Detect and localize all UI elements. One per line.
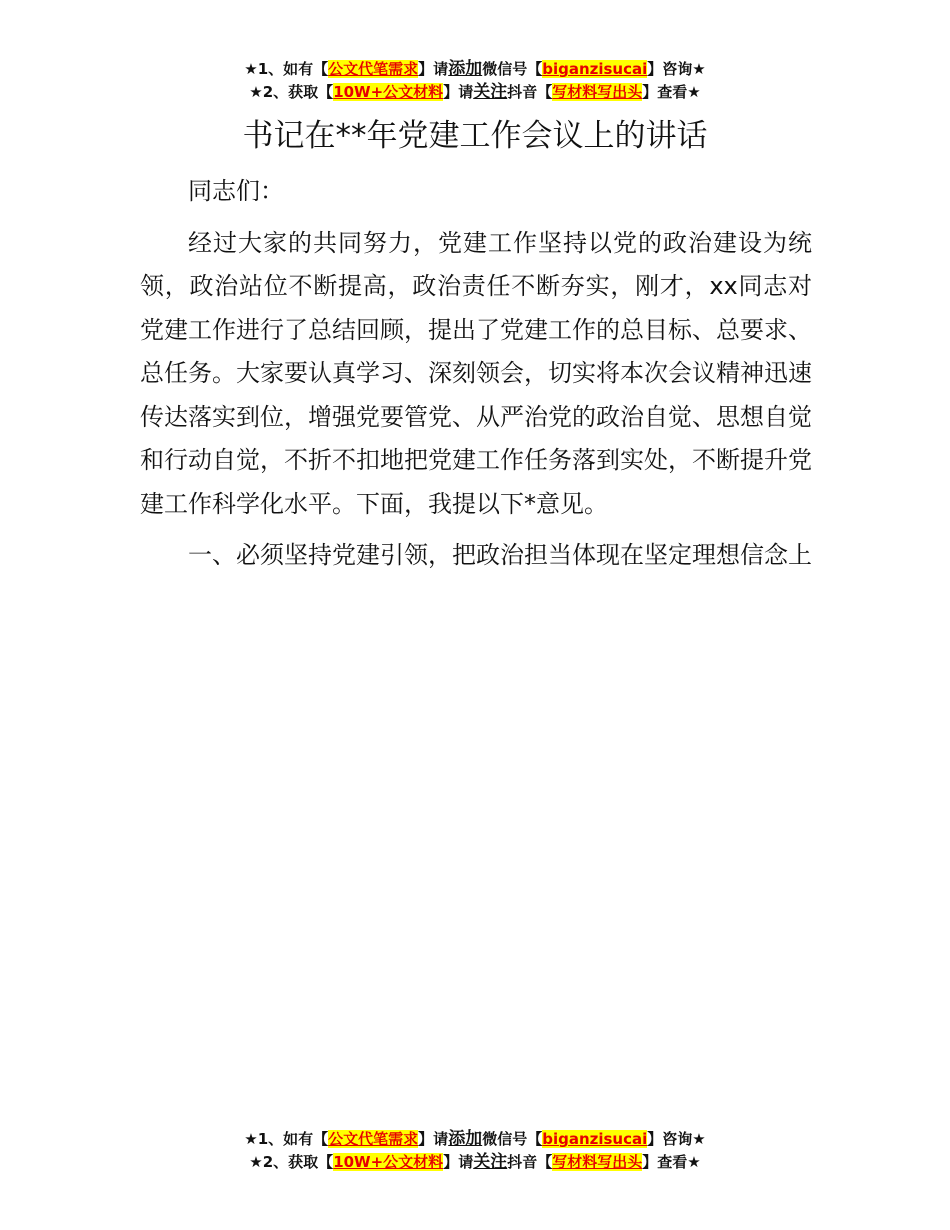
- promo-line-1-emphasis: 添加: [448, 1129, 483, 1149]
- promo-line-1-mid: 】请: [418, 1130, 449, 1148]
- promo-line-2-highlight-materials: 10W+公文材料: [333, 1153, 444, 1171]
- body-paragraph: 经过大家的共同努力，党建工作坚持以党的政治建设为统领，政治站位不断提高，政治责任不断夯实，刚才，xx同志对党建工作进行了总结回顾，提出了党建工作的总目标、总要求、总任务。大家要认真学习、深刻领会，切实将本次会议精神迅速传达落实到位，增强党要管党、从严治党的政治自觉、思想自觉和行动自觉，不折不扣地把党建工作任务落到实处，不断提升党建工作科学化水平。下面，我提以下*意见。: [140, 228, 812, 518]
- promo-line-1-mid2: 微信号【: [482, 60, 543, 78]
- promo-line-2-highlight-douyin: 写材料写出头: [552, 1153, 643, 1171]
- promo-line-2-mid2: 抖音【: [507, 83, 553, 101]
- promo-line-2-highlight-materials: 10W+公文材料: [333, 83, 444, 101]
- document-body: [140, 170, 812, 586]
- footer-promo-banner: [0, 1128, 950, 1174]
- promo-line-2-prefix: ★2、获取【: [249, 1153, 334, 1171]
- promo-line-2-mid2: 抖音【: [507, 1153, 553, 1171]
- section-heading: 一、必须坚持党建引领，把政治担当体现在坚定理想信念上: [188, 541, 812, 569]
- promo-line-1-highlight-service: 公文代笔需求: [328, 60, 419, 78]
- promo-line-1-highlight-wechat: biganzisucai: [542, 60, 648, 78]
- promo-line-1-highlight-service: 公文代笔需求: [328, 1130, 419, 1148]
- promo-line-2-emphasis: 关注: [473, 1152, 508, 1172]
- promo-line-1-suffix: 】咨询★: [647, 60, 706, 78]
- promo-line-1-suffix: 】咨询★: [647, 1130, 706, 1148]
- document-title: 书记在**年党建工作会议上的讲话: [242, 118, 708, 154]
- promo-line-1-highlight-wechat: biganzisucai: [542, 1130, 648, 1148]
- promo-line-1-emphasis: 添加: [448, 59, 483, 79]
- promo-line-2: [0, 1151, 950, 1174]
- promo-line-2-suffix: 】查看★: [642, 1153, 701, 1171]
- promo-line-1: [0, 58, 950, 81]
- promo-line-2-mid: 】请: [443, 1153, 474, 1171]
- promo-line-2-suffix: 】查看★: [642, 83, 701, 101]
- promo-line-1: [0, 1128, 950, 1151]
- promo-line-1-mid2: 微信号【: [482, 1130, 543, 1148]
- header-promo-banner: [0, 58, 950, 104]
- promo-line-1-mid: 】请: [418, 60, 449, 78]
- promo-line-1-prefix: ★1、如有【: [244, 60, 329, 78]
- promo-line-2-highlight-douyin: 写材料写出头: [552, 83, 643, 101]
- promo-line-2-emphasis: 关注: [473, 82, 508, 102]
- promo-line-2: [0, 81, 950, 104]
- promo-line-1-prefix: ★1、如有【: [244, 1130, 329, 1148]
- promo-line-2-mid: 】请: [443, 83, 474, 101]
- salutation: 同志们：: [188, 177, 284, 205]
- promo-line-2-prefix: ★2、获取【: [249, 83, 334, 101]
